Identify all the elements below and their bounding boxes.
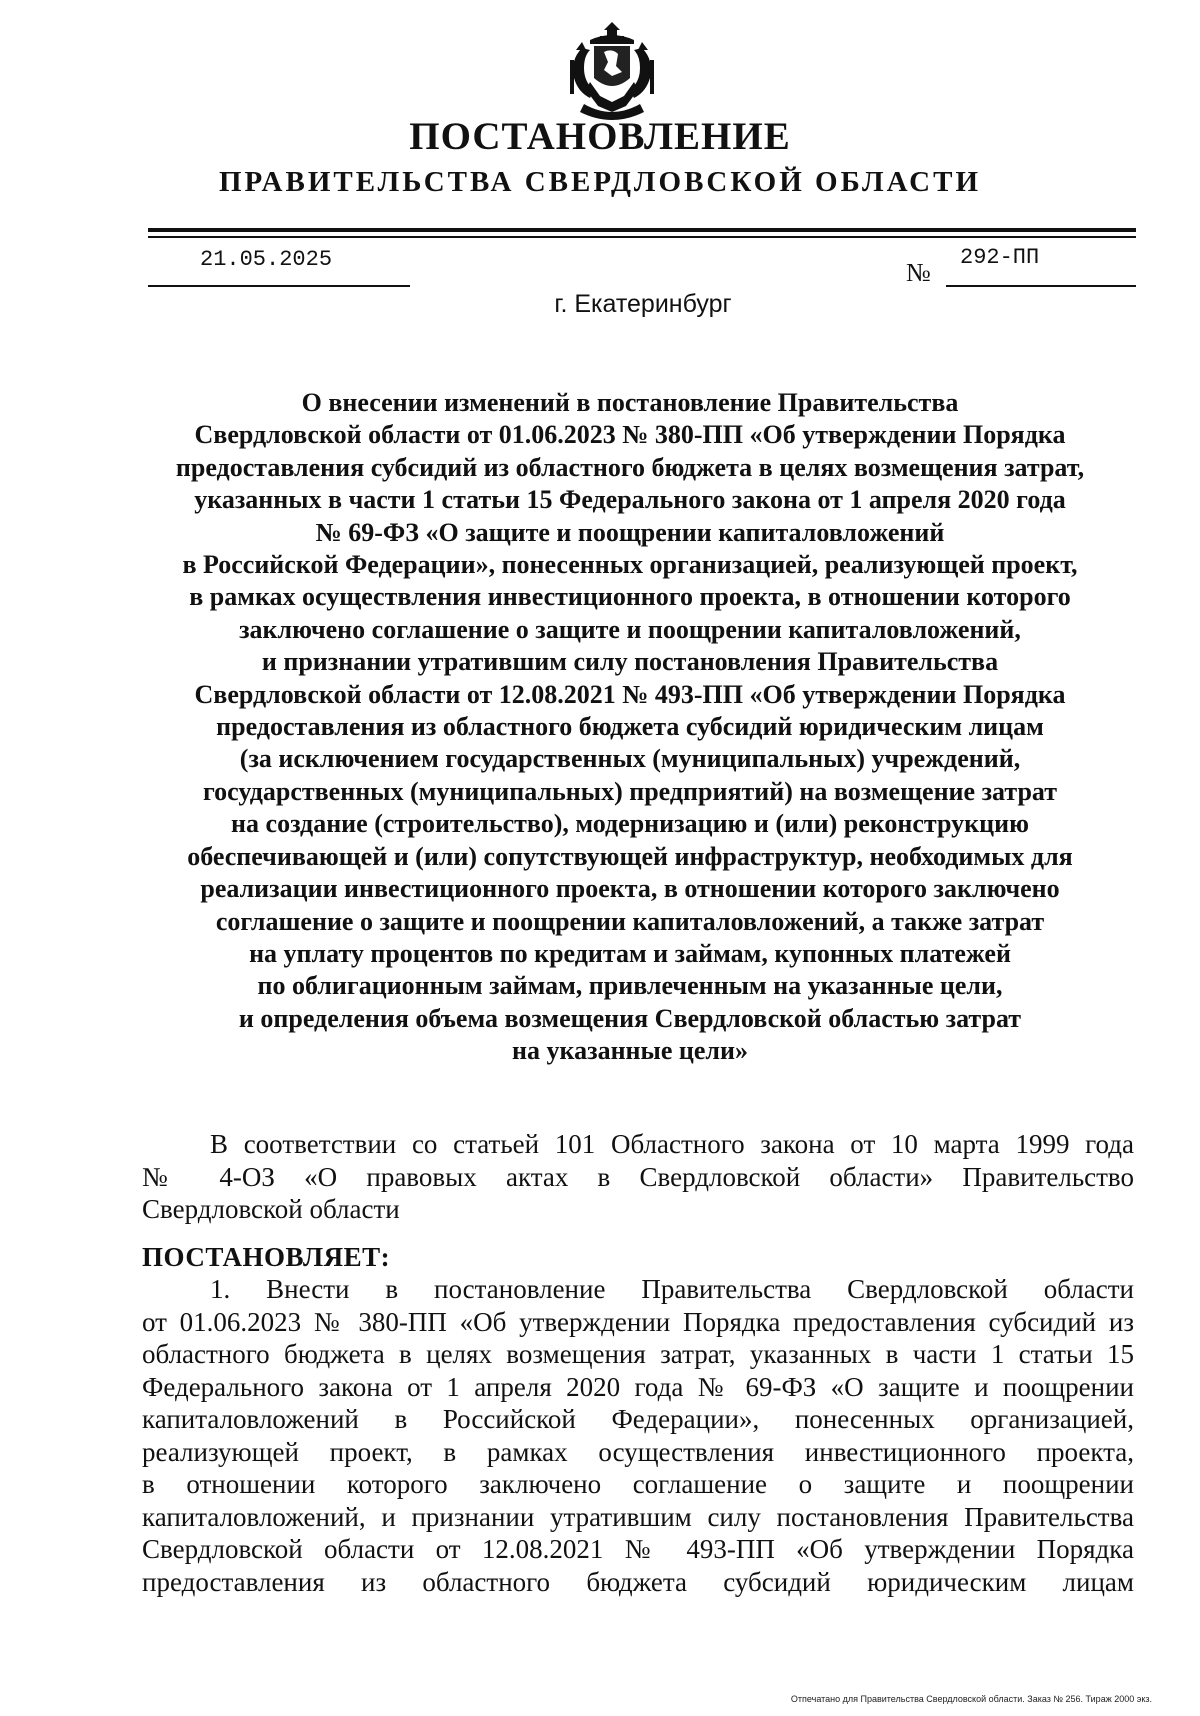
document-number: 292-ПП bbox=[960, 245, 1040, 270]
heading-line: и определения объема возмещения Свердловской областью затрат bbox=[238, 1003, 1022, 1033]
heading-line: и признании утратившим силу постановления Правительства bbox=[261, 647, 999, 677]
heading-line: Свердловской области от 01.06.2023 № 380-ПП «Об утверждении Порядка bbox=[194, 420, 1066, 450]
document-heading bbox=[130, 387, 1130, 1068]
heading-line: Свердловской области от 12.08.2021 № 493-ПП «Об утверждении Порядка bbox=[194, 679, 1066, 709]
print-footer: Отпечатано для Правительства Свердловской области. Заказ № 256. Тираж 2000 экз. bbox=[790, 1694, 1152, 1704]
heading-line: реализации инвестиционного проекта, в отношении которого заключено bbox=[200, 874, 1060, 904]
item-line: областного бюджета в целях возмещения затрат, указанных в части 1 статьи 15 bbox=[142, 1339, 1134, 1369]
heading-line: в рамках осуществления инвестиционного проекта, в отношении которого bbox=[189, 582, 1071, 612]
number-underline bbox=[946, 285, 1136, 287]
heading-line: в Российской Федерации», понесенных организацией, реализующей проект, bbox=[182, 550, 1078, 580]
document-title: ПОСТАНОВЛЕНИЕ bbox=[409, 115, 791, 158]
item-line: 1. Внести в постановление Правительства Свердловской области bbox=[210, 1274, 1134, 1304]
item-line: от 01.06.2023 № 380-ПП «Об утверждении Порядка предоставления субсидий из bbox=[142, 1306, 1134, 1337]
heading-line: по облигационным займам, привлеченным на указанные цели, bbox=[257, 971, 1003, 1001]
heading-line: государственных (муниципальных) предприятий) на возмещение затрат bbox=[202, 776, 1057, 806]
header-divider-thin bbox=[148, 236, 1136, 238]
heading-line: обеспечивающей и (или) сопутствующей инфраструктур, необходимых для bbox=[187, 841, 1073, 871]
item-line: Федерального закона от 1 апреля 2020 года № 69-ФЗ «О защите и поощрении bbox=[142, 1371, 1134, 1402]
heading-line: указанных в части 1 статьи 15 Федерального закона от 1 апреля 2020 года bbox=[194, 485, 1066, 515]
heading-line: на указанные цели» bbox=[512, 1036, 748, 1066]
item-line: в отношении которого заключено соглашение о защите и поощрении bbox=[142, 1469, 1134, 1499]
preamble-line: В соответствии со статьей 101 Областного закона от 10 марта 1999 года bbox=[210, 1129, 1134, 1159]
heading-line: № 69-ФЗ «О защите и поощрении капиталовложений bbox=[315, 517, 945, 547]
item-line: реализующей проект, в рамках осуществления инвестиционного проекта, bbox=[142, 1436, 1134, 1467]
resolve-word: ПОСТАНОВЛЯЕТ: bbox=[142, 1242, 391, 1272]
heading-line: на создание (строительство), модернизацию и (или) реконструкцию bbox=[231, 809, 1029, 839]
coat-of-arms-emblem bbox=[560, 20, 664, 126]
number-sign: № bbox=[906, 258, 931, 287]
heading-line: соглашение о защите и поощрении капиталовложений, а также затрат bbox=[215, 906, 1045, 936]
heading-line: на уплату процентов по кредитам и займам, купонных платежей bbox=[249, 938, 1011, 968]
heading-line: О внесении изменений в постановление Правительства bbox=[301, 388, 959, 417]
item-line: Свердловской области от 12.08.2021 № 493-ПП «Об утверждении Порядка bbox=[142, 1534, 1134, 1564]
item-line: предоставления из областного бюджета субсидий юридическим лицам bbox=[142, 1566, 1134, 1597]
date-underline bbox=[148, 285, 410, 287]
preamble-paragraph bbox=[142, 1128, 1134, 1226]
preamble-line: Свердловской области bbox=[142, 1194, 400, 1224]
heading-line: (за исключением государственных (муниципальных) учреждений, bbox=[239, 744, 1021, 774]
preamble-line: № 4-ОЗ «О правовых актах в Свердловской области» Правительство bbox=[142, 1161, 1134, 1192]
document-city: г. Екатеринбург bbox=[554, 290, 732, 318]
heading-line: предоставления из областного бюджета субсидий юридическим лицам bbox=[216, 712, 1044, 742]
document-date: 21.05.2025 bbox=[200, 247, 333, 272]
heading-line: предоставления субсидий из областного бюджета в целях возмещения затрат, bbox=[175, 452, 1085, 482]
document-issuer: ПРАВИТЕЛЬСТВА СВЕРДЛОВСКОЙ ОБЛАСТИ bbox=[218, 166, 982, 198]
item-line: капиталовложений, и признании утратившим силу постановления Правительства bbox=[142, 1501, 1134, 1532]
item-line: капиталовложений в Российской Федерации», понесенных организацией, bbox=[142, 1404, 1134, 1434]
header-divider-thick bbox=[148, 228, 1136, 232]
item-1-paragraph bbox=[142, 1273, 1134, 1598]
heading-line: заключено соглашение о защите и поощрении капиталовложений, bbox=[239, 614, 1021, 644]
